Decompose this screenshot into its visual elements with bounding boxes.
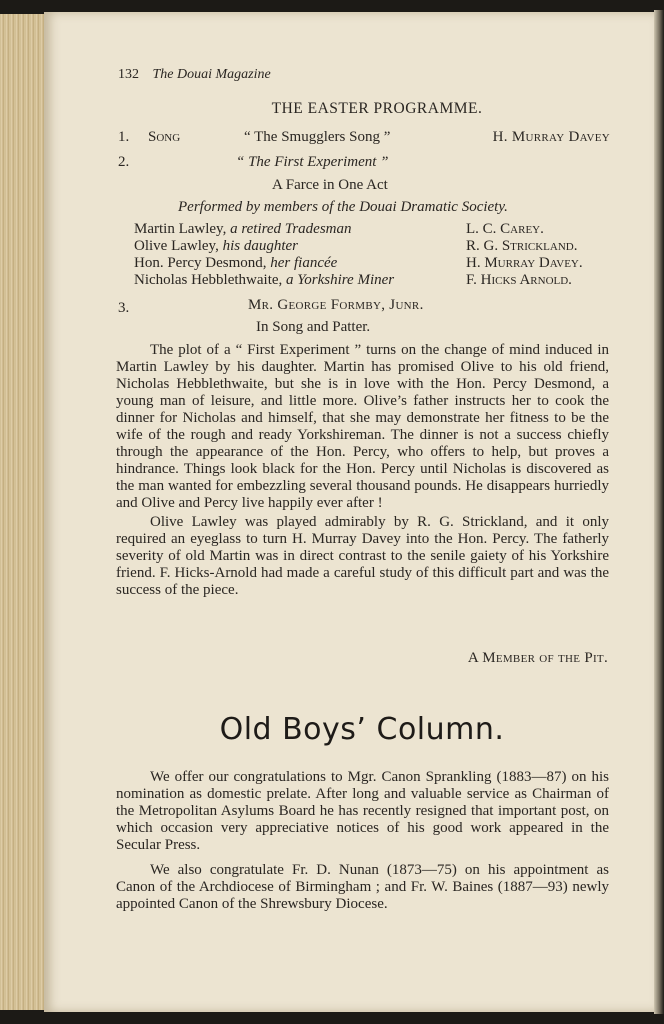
item1-type: Song (148, 129, 181, 145)
cast-actor: L. C. Carey. (466, 221, 544, 237)
cast-row (134, 238, 298, 255)
cast-row (134, 221, 352, 238)
item1-song-title: “ The Smugglers Song ” (244, 129, 391, 145)
programme-title: THE EASTER PROGRAMME. (271, 100, 483, 117)
character-name: Olive Lawley, (134, 238, 219, 254)
review-paragraph: Olive Lawley was played admirably by R. G. Strickland, and it only required an eyeglass to turn H. Murray Davey into the Hon. Percy. The fatherly severity of old Martin was in direct contrast to the senile gaiety of his Yorkshire friend. F. Hicks-Arnold had made a careful study of this difficult part and was the success of the piece. (116, 514, 609, 598)
cast-actor: F. Hicks Arnold. (466, 272, 572, 288)
section-heading: Old Boys’ Column. (219, 712, 505, 747)
old-boys-paragraph: We offer our congratulations to Mgr. Canon Sprankling (1883—87) on his nomination as domestic prelate. After long and valuable service as Chairman of the Metropolitan Asylums Board he has recently resigned that important post, on which occasion very appreciative notices of his good work appeared in the Secular Press. (116, 769, 609, 853)
old-boys-paragraph: We also congratulate Fr. D. Nunan (1873—75) on his appointment as Canon of the Archdiocese of Birmingham ; and Fr. W. Baines (1887—93) newly appointed Canon of the Shrewsbury Diocese. (116, 862, 609, 912)
cast-row (134, 272, 394, 289)
review-signature: A Member of the Pit. (467, 650, 608, 666)
page-number: 132 (118, 67, 139, 82)
cast-row (134, 255, 337, 272)
character-role: a retired Tradesman (230, 221, 352, 237)
item2-number: 2. (118, 154, 130, 170)
character-role: her fiancée (270, 255, 338, 271)
character-name: Martin Lawley, (134, 221, 227, 237)
item3-performer: Mr. George Formby, Junr. (248, 297, 424, 313)
item2-subtitle: A Farce in One Act (272, 177, 388, 193)
item1-performer: H. Murray Davey (492, 129, 610, 145)
item3-subtitle: In Song and Patter. (256, 319, 371, 335)
character-name: Nicholas Hebblethwaite, (134, 272, 283, 288)
running-head (118, 67, 271, 83)
item3-number: 3. (118, 300, 130, 316)
item2-performed-by: Performed by members of the Douai Dramatic Society. (178, 199, 508, 215)
old-boys-text (116, 769, 609, 913)
book-page-edges (0, 14, 48, 1010)
character-role: a Yorkshire Miner (286, 272, 395, 288)
character-name: Hon. Percy Desmond, (134, 255, 267, 271)
character-role: his daughter (222, 238, 299, 254)
cast-actor: R. G. Strickland. (466, 238, 578, 254)
cast-actor: H. Murray Davey. (466, 255, 583, 271)
item2-title: “ The First Experiment ” (236, 154, 389, 170)
review-text (116, 342, 609, 599)
journal-title: The Douai Magazine (152, 67, 271, 82)
item1-number: 1. (118, 129, 130, 145)
book-gutter-shadow (654, 10, 664, 1014)
review-paragraph: The plot of a “ First Experiment ” turns on the change of mind induced in Martin Lawley by his daughter. Martin has promised Olive to his old friend, Nicholas Hebblethwaite, but she is in love with the Hon. Percy Desmond, a young man of leisure, and little more. Olive’s father instructs her to cook the dinner for Nicholas and himself, that she may demonstrate her fitness to be the wife of the rough and ready Yorkshireman. The dinner is not a success chiefly through the appearance of the Hon. Percy, who offers to help, but proves a hindrance. Things look black for the Hon. Percy until Nicholas is discovered as the man wanted for embezzling several thousand pounds. He disappears hurriedly and Olive and Percy live happily ever after ! (116, 342, 609, 511)
